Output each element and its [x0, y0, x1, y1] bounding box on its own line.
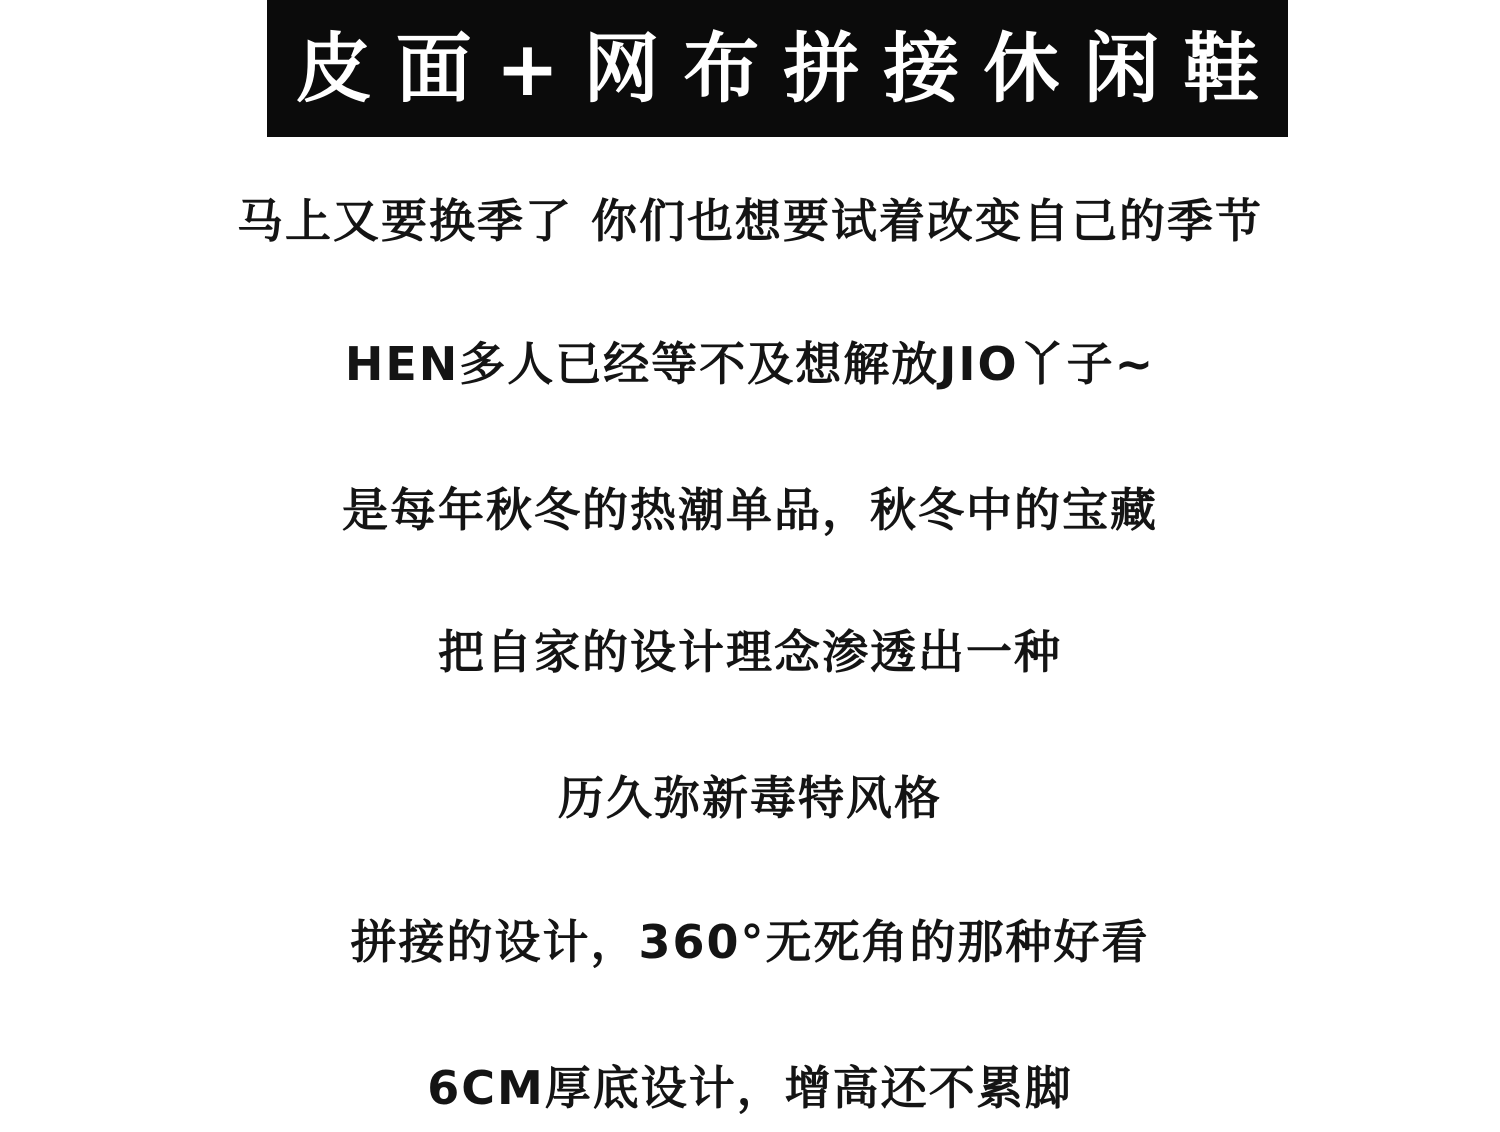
- description-line-3: 是每年秋冬的热潮单品，秋冬中的宝藏: [342, 483, 1158, 537]
- description-line-5: 历久弥新毒特风格: [558, 771, 942, 825]
- description-line-7: 6CM厚底设计，增高还不累脚: [427, 1061, 1073, 1115]
- description-line-4: 把自家的设计理念渗透出一种: [438, 625, 1062, 679]
- description-line-2: HEN多人已经等不及想解放JIO丫子~: [344, 337, 1156, 391]
- description-line-1: 马上又要换季了 你们也想要试着改变自己的季节: [236, 194, 1263, 248]
- description-line-6: 拼接的设计，360°无死角的那种好看: [350, 915, 1150, 969]
- page-title: 皮面+网布拼接休闲鞋: [295, 23, 1284, 113]
- title-banner: [267, 0, 1288, 137]
